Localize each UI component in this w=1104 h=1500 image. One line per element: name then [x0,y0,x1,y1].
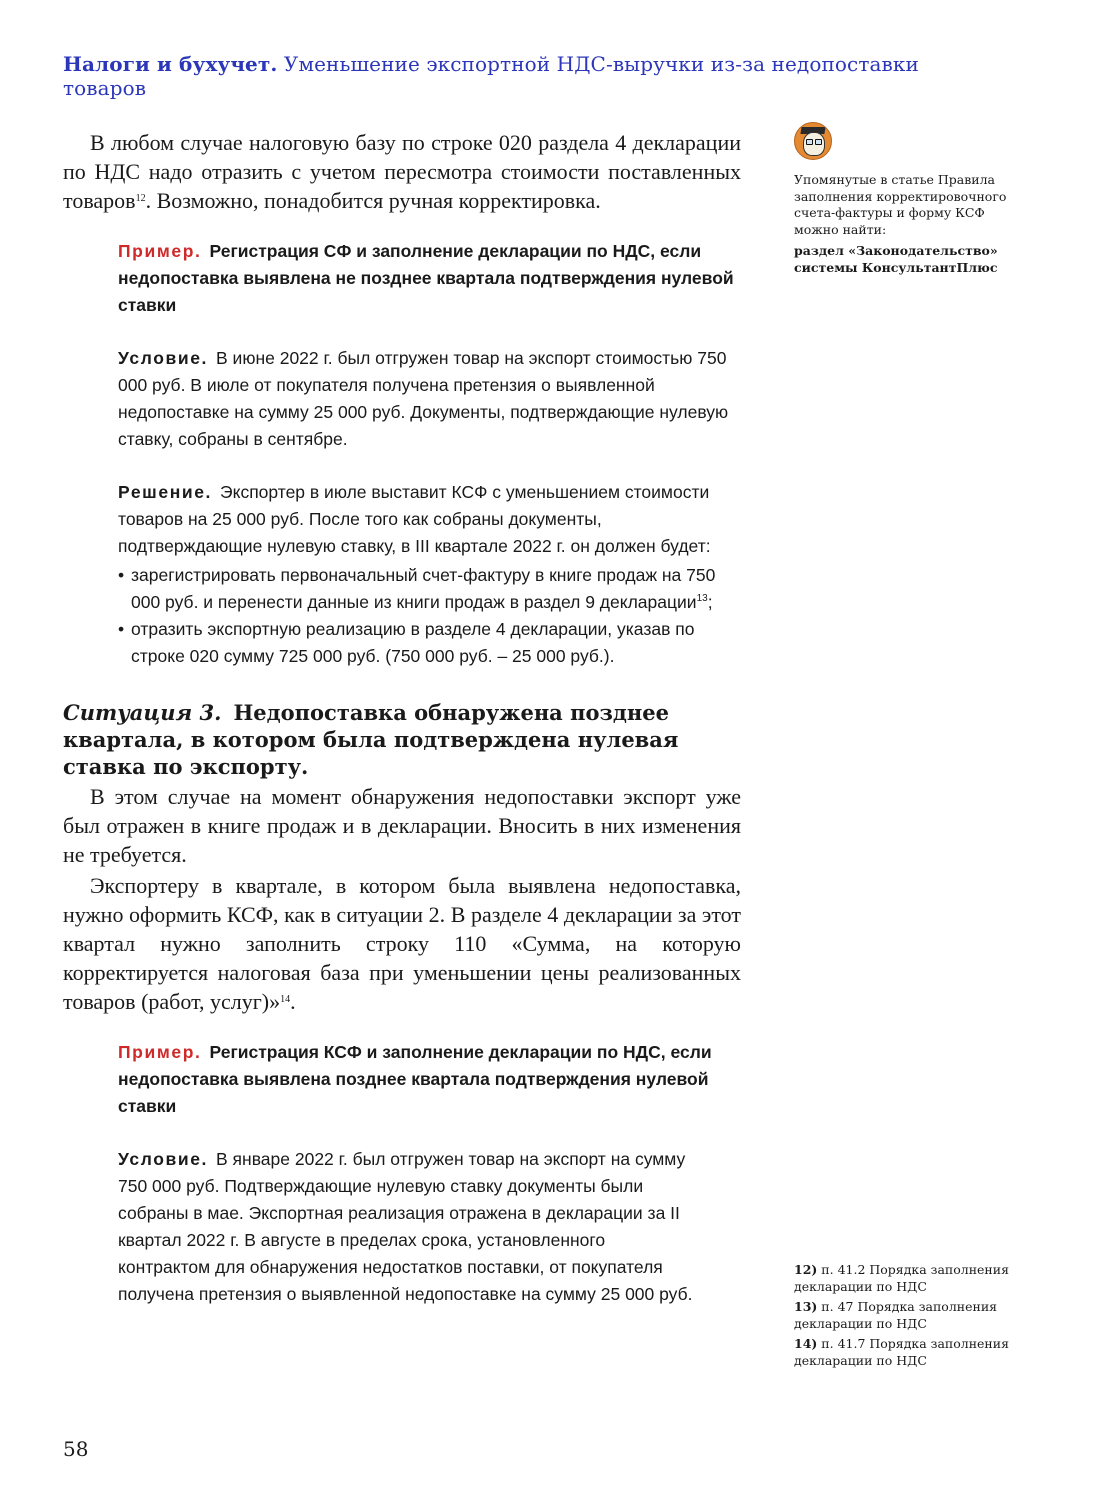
main-column [63,128,741,1308]
intro-paragraph [63,128,741,215]
footnote-number: 13) [794,1299,818,1314]
para2-text: Экспортеру в квартале, в котором была выявлена недопоставка, нужно оформить КСФ, как в ситуации 2. В разделе 4 декларации за этот квартал нужно заполнить строку 110 «Сумма, на которую корректируется налоговая база при уменьшении цены реализованных товаров (работ, услуг)» [63,873,741,1014]
solution-text: Экспортер в июле выставит КСФ с уменьшением стоимости товаров на 25 000 руб. После того как собраны документы, подтверждающие нулевую ставку, в III квартале 2022 г. он должен будет: [118,482,711,556]
example-1-solution [118,479,741,560]
footnote [794,1299,1024,1332]
bullet-icon: • [118,619,125,639]
condition-text: В январе 2022 г. был отгружен товар на экспорт на сумму 750 000 руб. Подтверждающие нулевую ставку документы были собраны в мае. Экспортная реализация отражена в декларации за II квартал 2022 г. В августе в пределах срока, установленного контрактом для обнаружения недостатков поставки, от покупателя получена претензия о выявленной недопоставке на сумму 25 000 руб. [118,1149,693,1304]
situation-3-heading [63,699,741,780]
footnote-ref-13[interactable]: 13 [696,593,708,604]
bullet-1-text: зарегистрировать первоначальный счет-фактуру в книге продаж на 750 000 руб. и перенести данные из книги продаж в раздел 9 декларации [131,565,716,612]
header-title: Уменьшение экспортной НДС-выручки из-за недопоставки товаров [63,52,919,100]
bullet-1-tail: ; [707,592,713,612]
list-item [118,616,741,670]
list-item [118,562,741,616]
condition-label: Условие. [118,348,209,368]
footnote-ref-14[interactable]: 14 [280,994,291,1005]
situation-3-paragraph-2 [63,871,741,1016]
example-2 [118,1039,741,1308]
solution-label: Решение. [118,482,213,502]
condition-label: Условие. [118,1149,209,1169]
footnotes [794,1262,1024,1373]
header-section: Налоги и бухучет. [63,52,278,76]
footnote [794,1262,1024,1295]
sidebar-text: Упомянутые в статье Правила заполнения корректировочного счета-фактуры и форму КСФ можно найти: [794,172,1007,237]
example-2-condition [118,1146,741,1308]
example-2-title: Регистрация КСФ и заполнение декларации по НДС, если недопоставка выявлена позднее квартала подтверждения нулевой ставки [118,1042,712,1116]
situation-title: Недопоставка обнаружена позднее квартала, в котором была подтверждена нулевая ставка по экспорту. [63,700,679,779]
example-1-title: Регистрация СФ и заполнение декларации по НДС, если недопоставка выявлена не позднее квартала подтверждения нулевой ставки [118,241,734,315]
footnote-text: п. 41.7 Порядка заполнения декларации по НДС [794,1336,1009,1368]
solution-list [118,562,741,670]
intro-tail: . Возможно, понадобится ручная корректировка. [145,188,601,213]
example-1-condition [118,345,741,453]
example-1-label: Пример. [118,241,202,261]
situation-3-paragraph-1: В этом случае на момент обнаружения недопоставки экспорт уже был отражен в книге продаж и в декларации. Вносить в них изменения не требуется. [63,784,741,867]
para2-tail: . [290,989,296,1014]
page-number: 58 [63,1437,89,1461]
example-2-label: Пример. [118,1042,202,1062]
footnote-text: п. 47 Порядка заполнения декларации по НДС [794,1299,998,1331]
footnote-number: 12) [794,1262,818,1277]
footnote [794,1336,1024,1369]
example-1-heading [118,238,741,319]
running-header [63,52,963,100]
footnote-text: п. 41.2 Порядка заполнения декларации по НДС [794,1262,1009,1294]
sidebar-note [794,122,1014,276]
intro-text: В любом случае налоговую базу по строке 020 раздела 4 декларации по НДС надо отразить с учетом пересмотра стоимости поставленных товаров [63,130,741,213]
bullet-icon: • [118,565,125,585]
footnote-number: 14) [794,1336,818,1351]
bullet-2-text: отразить экспортную реализацию в разделе 4 декларации, указав по строке 020 сумму 725 000 руб. (750 000 руб. – 25 000 руб.). [131,619,695,666]
sidebar-source[interactable]: раздел «Законодательство» системы КонсультантПлюс [794,243,998,275]
example-2-heading [118,1039,741,1120]
condition-text: В июне 2022 г. был отгружен товар на экспорт стоимостью 750 000 руб. В июле от покупателя получена претензия о выявленной недопоставке на сумму 25 000 руб. Документы, подтверждающие нулевую ставку, собраны в сентябре. [118,348,729,449]
situation-label: Ситуация 3. [63,700,222,725]
example-1 [118,238,741,670]
consultant-avatar-icon [794,122,832,160]
footnote-ref-12[interactable]: 12 [135,193,146,204]
